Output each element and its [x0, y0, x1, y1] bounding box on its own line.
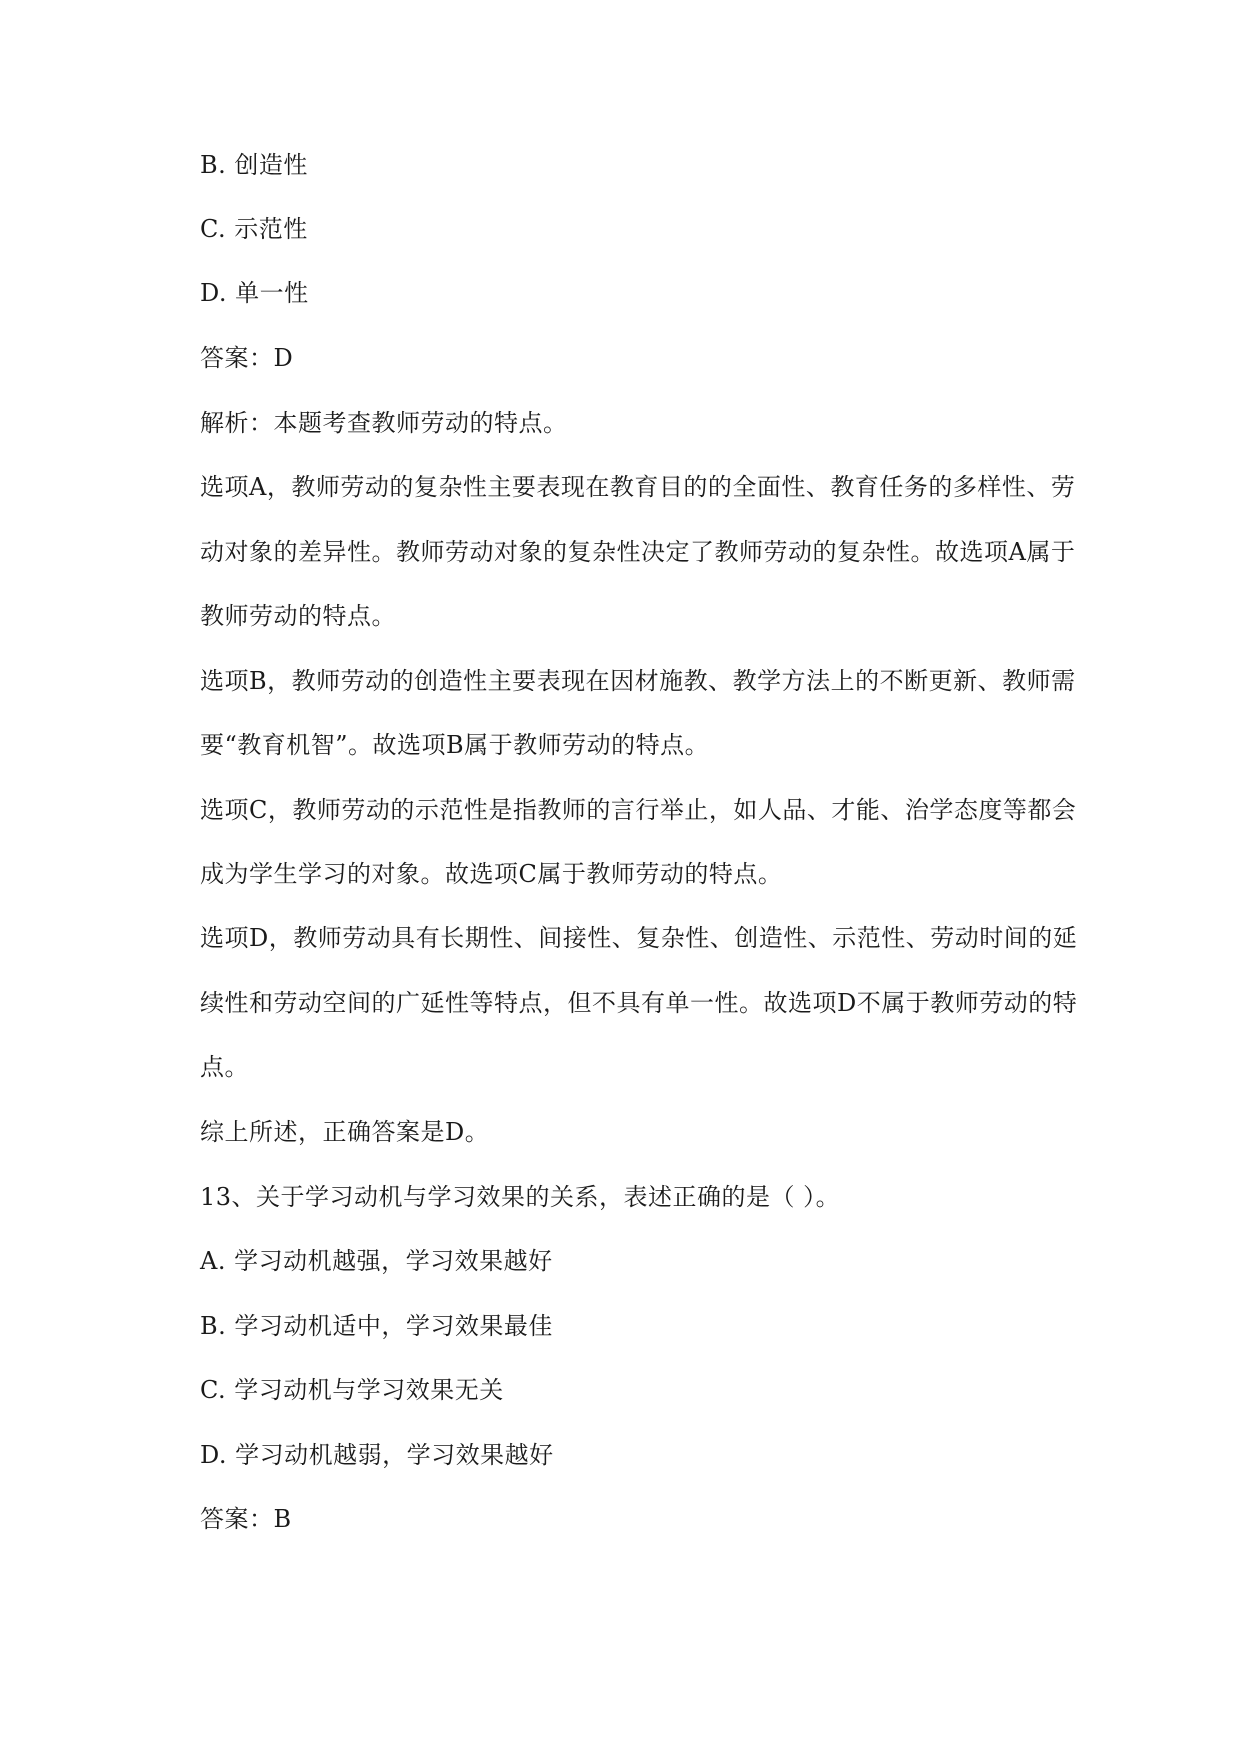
q12-analysis-d-line3: 点。	[200, 1053, 249, 1081]
q12-answer: 答案：D	[200, 344, 294, 372]
q12-analysis-d-line1: 选项D，教师劳动具有长期性、间接性、复杂性、创造性、示范性、劳动时间的延	[200, 924, 1078, 952]
q12-summary: 综上所述，正确答案是D。	[200, 1118, 490, 1146]
q12-analysis-b-line1: 选项B，教师劳动的创造性主要表现在因材施教、教学方法上的不断更新、教师需	[200, 667, 1076, 695]
q13-stem: 13、关于学习动机与学习效果的关系，表述正确的是（ ）。	[200, 1183, 841, 1211]
q12-option-d: D. 单一性	[200, 279, 309, 307]
q12-analysis-a-line2: 动对象的差异性。教师劳动对象的复杂性决定了教师劳动的复杂性。故选项A属于	[200, 538, 1076, 566]
q12-analysis-d-line2: 续性和劳动空间的广延性等特点，但不具有单一性。故选项D不属于教师劳动的特	[200, 989, 1078, 1017]
q12-analysis-b-line2: 要“教育机智”。故选项B属于教师劳动的特点。	[200, 731, 710, 759]
q12-analysis-c-line2: 成为学生学习的对象。故选项C属于教师劳动的特点。	[200, 860, 783, 888]
q13-answer: 答案：B	[200, 1505, 292, 1533]
q12-analysis-a-line1: 选项A，教师劳动的复杂性主要表现在教育目的的全面性、教育任务的多样性、劳	[200, 473, 1076, 501]
q12-option-b: B. 创造性	[200, 151, 308, 179]
q12-option-c: C. 示范性	[200, 215, 308, 243]
q13-option-a: A. 学习动机越强，学习效果越好	[200, 1247, 553, 1275]
q13-option-d: D. 学习动机越弱，学习效果越好	[200, 1441, 554, 1469]
q13-option-b: B. 学习动机适中，学习效果最佳	[200, 1312, 553, 1340]
q12-analysis-c-line1: 选项C，教师劳动的示范性是指教师的言行举止，如人品、才能、治学态度等都会	[200, 796, 1077, 824]
q13-option-c: C. 学习动机与学习效果无关	[200, 1376, 504, 1404]
q12-analysis-a-line3: 教师劳动的特点。	[200, 602, 396, 630]
q12-analysis-intro: 解析：本题考查教师劳动的特点。	[200, 409, 568, 437]
